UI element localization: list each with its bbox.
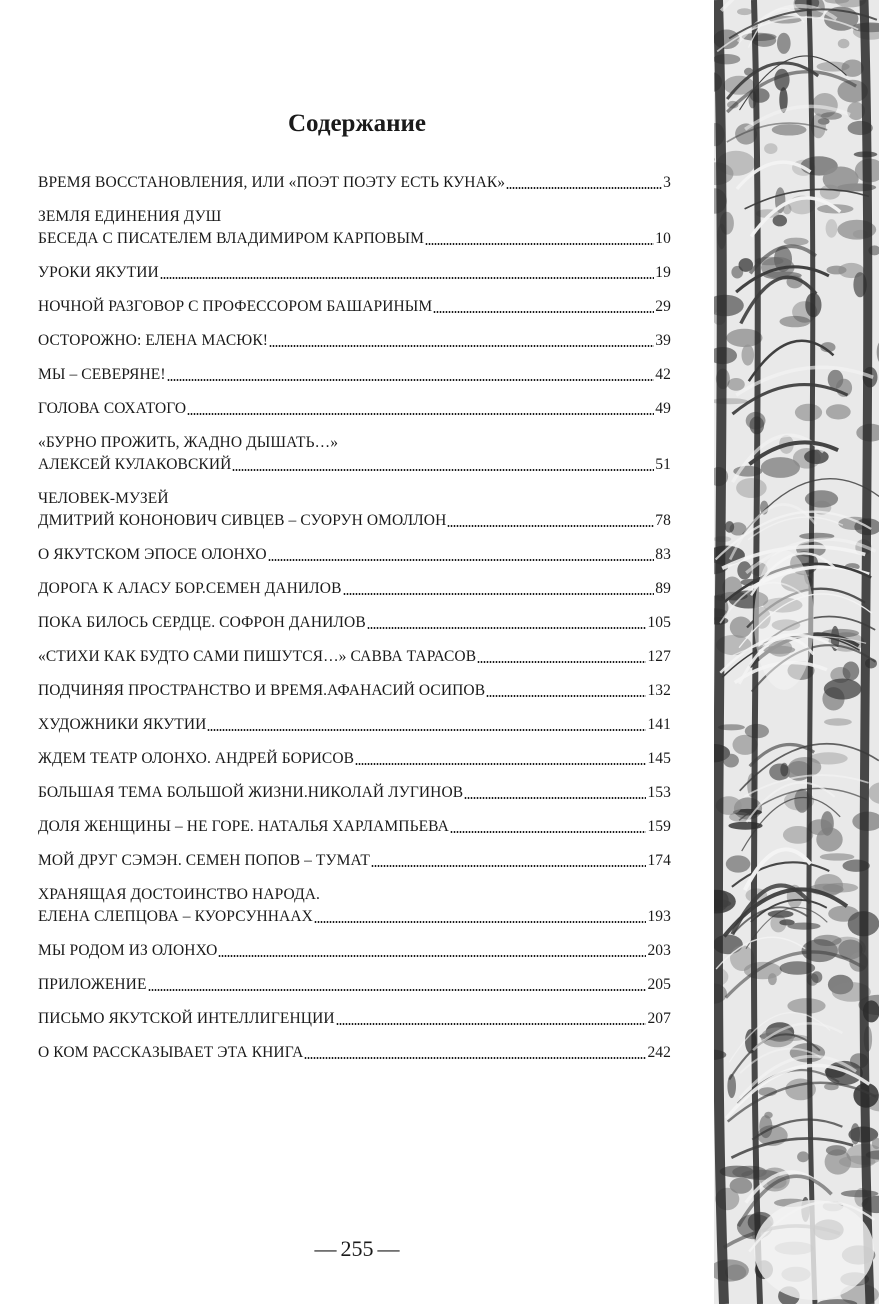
toc-line [38,228,671,250]
page-number [0,1236,714,1262]
toc-entry-page: 203 [647,942,671,959]
toc-entry-page: 19 [655,264,671,281]
toc-entry-title: ПИСЬМО ЯКУТСКОЙ ИНТЕЛЛИГЕНЦИИ [38,1010,335,1027]
toc-line [38,748,671,770]
toc-entry-page: 49 [655,400,671,417]
toc-line [38,262,671,284]
toc-entry [38,578,671,600]
toc-line [38,1008,671,1030]
toc-entry-title: НОЧНОЙ РАЗГОВОР С ПРОФЕССОРОМ БАШАРИНЫМ [38,298,433,315]
dot-leader [506,187,662,189]
toc-line [38,940,671,962]
toc-entry [38,172,671,194]
toc-entry-page: 141 [647,716,671,733]
toc-entry-page: 153 [647,784,671,801]
toc-line [38,364,671,386]
toc-entry [38,432,671,476]
toc-entry-page: 132 [647,682,671,699]
toc-entry-page: 105 [647,614,671,631]
toc-entry-page: 159 [647,818,671,835]
toc-entry-title: МОЙ ДРУГ СЭМЭН. СЕМЕН ПОПОВ – ТУМАТ [38,852,370,869]
toc-entry-title: ЖДЕМ ТЕАТР ОЛОНХО. АНДРЕЙ БОРИСОВ [38,750,355,767]
folio-dash-right: — [377,1236,400,1261]
toc-entry-heading: ХРАНЯЩАЯ ДОСТОИНСТВО НАРОДА. [38,886,321,903]
toc-entry [38,544,671,566]
toc-entry [38,714,671,736]
dot-leader [148,989,647,991]
dot-leader [477,661,646,663]
toc-line [38,1042,671,1064]
toc-entry-page: 78 [655,512,671,529]
toc-entry-page: 3 [663,174,671,191]
dot-leader [367,627,647,629]
dot-leader [187,413,654,415]
toc-line [38,906,671,928]
toc-entry-title: БОЛЬШАЯ ТЕМА БОЛЬШОЙ ЖИЗНИ.НИКОЛАЙ ЛУГИНОВ [38,784,464,801]
toc-entry-title: МЫ – СЕВЕРЯНЕ! [38,366,166,383]
dot-leader [167,379,655,381]
dot-leader [314,921,646,923]
page-number-value: 255 [340,1236,374,1261]
toc-line [38,816,671,838]
toc-line [38,850,671,872]
toc-entry [38,748,671,770]
dot-leader [355,763,646,765]
toc-entry [38,680,671,702]
folio-dash-left: — [314,1236,337,1261]
toc-line [38,714,671,736]
toc-line [38,454,671,476]
toc-entry [38,884,671,928]
toc-entry-page: 205 [647,976,671,993]
toc-entry-page: 174 [647,852,671,869]
toc-entry-page: 83 [655,546,671,563]
dot-leader [304,1057,646,1059]
dot-leader [450,831,647,833]
toc-entry-title: ГОЛОВА СОХАТОГО [38,400,187,417]
toc-line [38,612,671,634]
dot-leader [447,525,654,527]
toc-entry-title: ОСТОРОЖНО: ЕЛЕНА МАСЮК! [38,332,269,349]
dot-leader [433,311,654,313]
dot-leader [160,277,655,279]
toc-entry-title: ДОЛЯ ЖЕНЩИНЫ – НЕ ГОРЕ. НАТАЛЬЯ ХАРЛАМПЬЕВА [38,818,449,835]
toc-entry [38,850,671,872]
toc-entry-page: 29 [655,298,671,315]
toc-entry [38,206,671,250]
toc-entry [38,1042,671,1064]
toc-entry [38,940,671,962]
toc-entry-title: БЕСЕДА С ПИСАТЕЛЕМ ВЛАДИМИРОМ КАРПОВЫМ [38,230,425,247]
toc-entry-title: О КОМ РАССКАЗЫВАЕТ ЭТА КНИГА [38,1044,304,1061]
toc-entry-title: УРОКИ ЯКУТИИ [38,264,159,281]
toc-entry-heading: ЗЕМЛЯ ЕДИНЕНИЯ ДУШ [38,208,222,225]
dot-leader [343,593,655,595]
dot-leader [269,345,654,347]
toc-entry [38,296,671,318]
toc-line [38,782,671,804]
toc-line [38,296,671,318]
dot-leader [268,559,655,561]
toc-line [38,974,671,996]
toc-entry-page: 39 [655,332,671,349]
toc-entry-title: ПРИЛОЖЕНИЕ [38,976,147,993]
toc-line [38,646,671,668]
page-title: Содержание [287,110,426,137]
tree-branches-illustration [714,0,879,1304]
toc-entry-title: ВРЕМЯ ВОССТАНОВЛЕНИЯ, ИЛИ «ПОЭТ ПОЭТУ ЕСТЬ КУНАК» [38,174,506,191]
toc-entry-page: 42 [655,366,671,383]
toc-entry [38,488,671,532]
toc-entry [38,612,671,634]
toc-entry [38,330,671,352]
toc-entry-heading: ЧЕЛОВЕК-МУЗЕЙ [38,490,169,507]
dot-leader [486,695,646,697]
toc-entry-title: «СТИХИ КАК БУДТО САМИ ПИШУТСЯ…» САВВА ТАРАСОВ [38,648,477,665]
toc-entry [38,398,671,420]
toc-entry-page: 242 [647,1044,671,1061]
dot-leader [464,797,646,799]
dot-leader [336,1023,647,1025]
toc-entry [38,646,671,668]
toc-entry-title: О ЯКУТСКОМ ЭПОСЕ ОЛОНХО [38,546,267,563]
toc-line [38,544,671,566]
toc-entry-page: 89 [655,580,671,597]
toc-entry-page: 207 [647,1010,671,1027]
dot-leader [218,955,646,957]
toc-line [38,398,671,420]
toc-entry-title: ЕЛЕНА СЛЕПЦОВА – КУОРСУННААХ [38,908,313,925]
toc-line [38,578,671,600]
dot-leader [371,865,646,867]
toc-entry-title: ПОКА БИЛОСЬ СЕРДЦЕ. СОФРОН ДАНИЛОВ [38,614,366,631]
toc-line [38,510,671,532]
toc-entry-page: 145 [647,750,671,767]
toc-entry-page: 193 [647,908,671,925]
toc-entry [38,1008,671,1030]
toc-entry-title: ДОРОГА К АЛАСУ БОР.СЕМЕН ДАНИЛОВ [38,580,342,597]
dot-leader [425,243,654,245]
toc-entry [38,816,671,838]
toc-entry-heading: «БУРНО ПРОЖИТЬ, ЖАДНО ДЫШАТЬ…» [38,434,339,451]
toc-entry-title: ХУДОЖНИКИ ЯКУТИИ [38,716,207,733]
toc-line [38,172,671,194]
table-of-contents [38,172,671,1076]
toc-entry-title: ДМИТРИЙ КОНОНОВИЧ СИВЦЕВ – СУОРУН ОМОЛЛОН [38,512,447,529]
toc-entry-page: 10 [655,230,671,247]
toc-entry-title: АЛЕКСЕЙ КУЛАКОВСКИЙ [38,456,232,473]
toc-line [38,330,671,352]
dot-leader [232,469,654,471]
toc-entry [38,364,671,386]
toc-entry [38,262,671,284]
toc-line [38,680,671,702]
toc-entry-page: 51 [655,456,671,473]
dot-leader [207,729,646,731]
toc-entry [38,782,671,804]
toc-entry-title: ПОДЧИНЯЯ ПРОСТРАНСТВО И ВРЕМЯ.АФАНАСИЙ ОСИПОВ [38,682,486,699]
toc-entry-title: МЫ РОДОМ ИЗ ОЛОНХО [38,942,218,959]
toc-entry [38,974,671,996]
toc-entry-page: 127 [647,648,671,665]
